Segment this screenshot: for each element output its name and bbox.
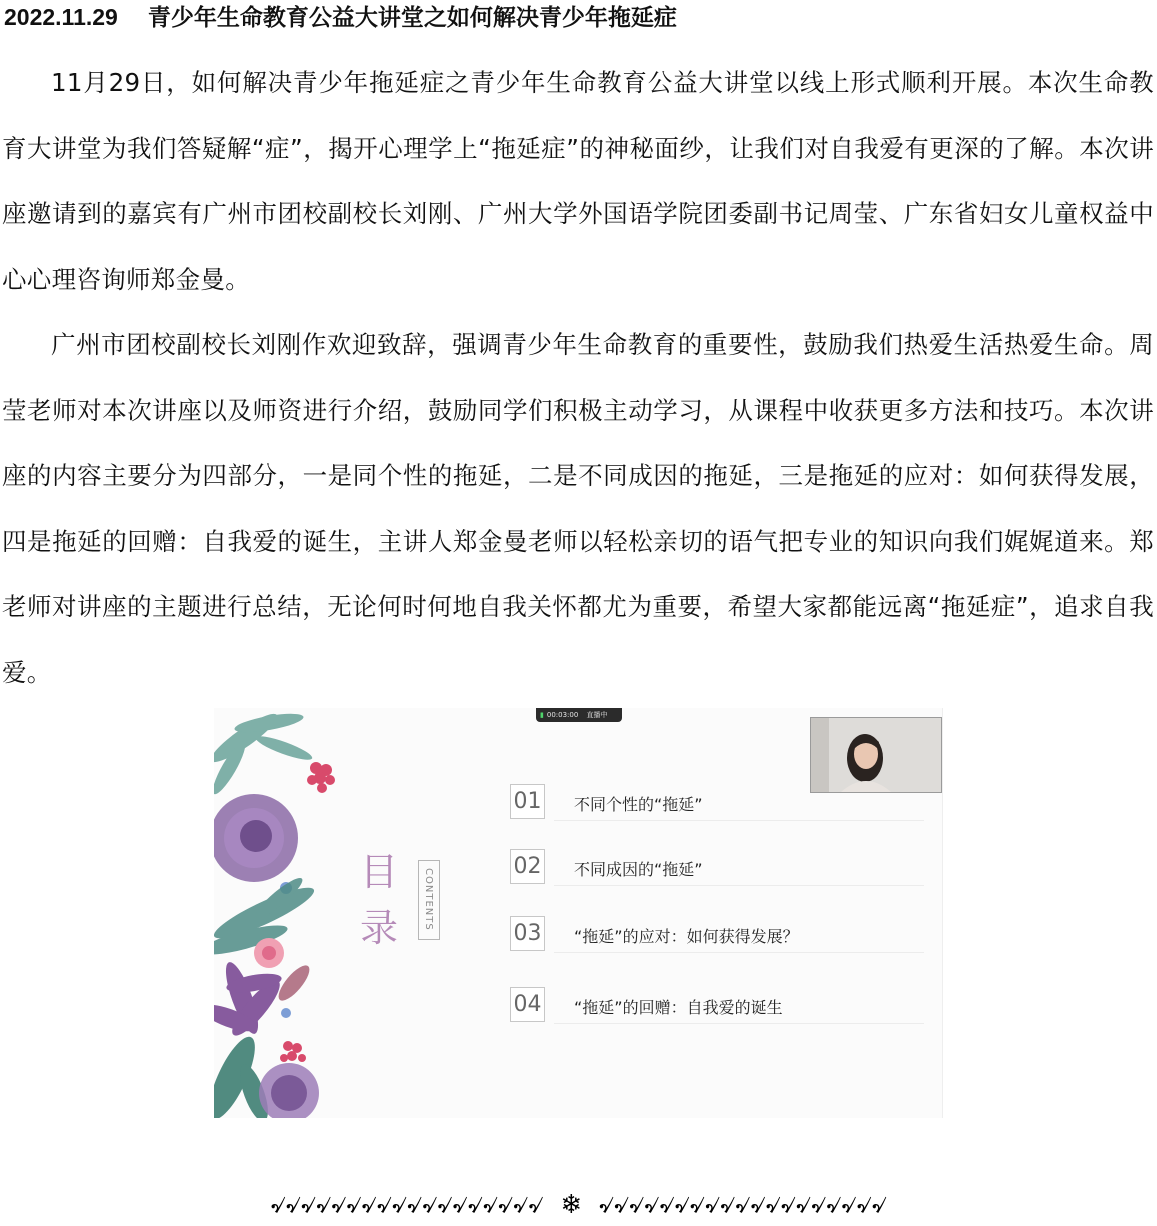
paragraph-1: 11月29日，如何解决青少年拖延症之青少年生命教育公益大讲堂以线上形式顺利开展。本次生命教育大讲堂为我们答疑解“症”，揭开心理学上“拖延症”的神秘面纱，让我们对自我爱有更深的了解。本次讲座邀请到的嘉宾有广州市团校副校长刘刚、广州大学外国语学院团委副书记周莹、广东省妇女儿童权益中心心理咨询师郑金曼。: [2, 68, 1154, 294]
toc-divider: [554, 820, 924, 821]
toc-number: 01: [510, 784, 545, 819]
slide-title-char-2: 录: [359, 906, 398, 950]
toc-divider: [554, 1023, 924, 1024]
article-body: [2, 50, 1154, 705]
presenter-photo: [811, 718, 941, 792]
lecture-slide-screenshot: [214, 708, 943, 1118]
toc-label: 不同成因的“拖延”: [574, 860, 703, 879]
contents-label: CONTENTS: [423, 867, 434, 931]
heading-title: 青少年生命教育公益大讲堂之如何解决青少年拖延症: [147, 5, 677, 31]
signal-icon: ▮: [540, 711, 544, 719]
presenter-webcam-thumbnail: [810, 717, 942, 793]
toc-number: 03: [510, 916, 545, 951]
recording-time: 00:03:00: [546, 711, 579, 719]
toc-number: 04: [510, 987, 545, 1022]
decorative-divider: [0, 1189, 1157, 1221]
recording-status-bar: [536, 708, 622, 722]
ornament-left: ৵৵৵৵৵৵৵৵৵৵৵৵৵৵৵৵৵৵: [270, 1190, 544, 1220]
toc-label: 不同个性的“拖延”: [574, 795, 703, 814]
snowflake-icon: ❄: [560, 1190, 582, 1220]
toc-label: “拖延”的应对：如何获得发展？: [574, 927, 799, 946]
heading-date: 2022.11.29: [4, 4, 118, 30]
slide-title-mulu: [357, 844, 401, 956]
slide-title-char-1: 目: [359, 850, 398, 894]
toc-number: 02: [510, 849, 545, 884]
toc-divider: [554, 885, 924, 886]
paragraph-2: 广州市团校副校长刘刚作欢迎致辞，强调青少年生命教育的重要性，鼓励我们热爱生活热爱生命。周莹老师对本次讲座以及师资进行介绍，鼓励同学们积极主动学习，从课程中收获更多方法和技巧。本次讲座的内容主要分为四部分，一是同个性的拖延，二是不同成因的拖延，三是拖延的应对：如何获得发展，四是拖延的回赠：自我爱的诞生，主讲人郑金曼老师以轻松亲切的语气把专业的知识向我们娓娓道来。郑老师对讲座的主题进行总结，无论何时何地自我关怀都尤为重要，希望大家都能远离“拖延症”，追求自我爱。: [2, 330, 1154, 687]
recording-status: 直播中: [586, 711, 608, 719]
toc-label: “拖延”的回赠：自我爱的诞生: [574, 998, 783, 1017]
ornament-right: ৵৵৵৵৵৵৵৵৵৵৵৵৵৵৵৵৵৵৵: [598, 1190, 887, 1220]
article-heading: [4, 0, 1154, 35]
toc-divider: [554, 952, 924, 953]
